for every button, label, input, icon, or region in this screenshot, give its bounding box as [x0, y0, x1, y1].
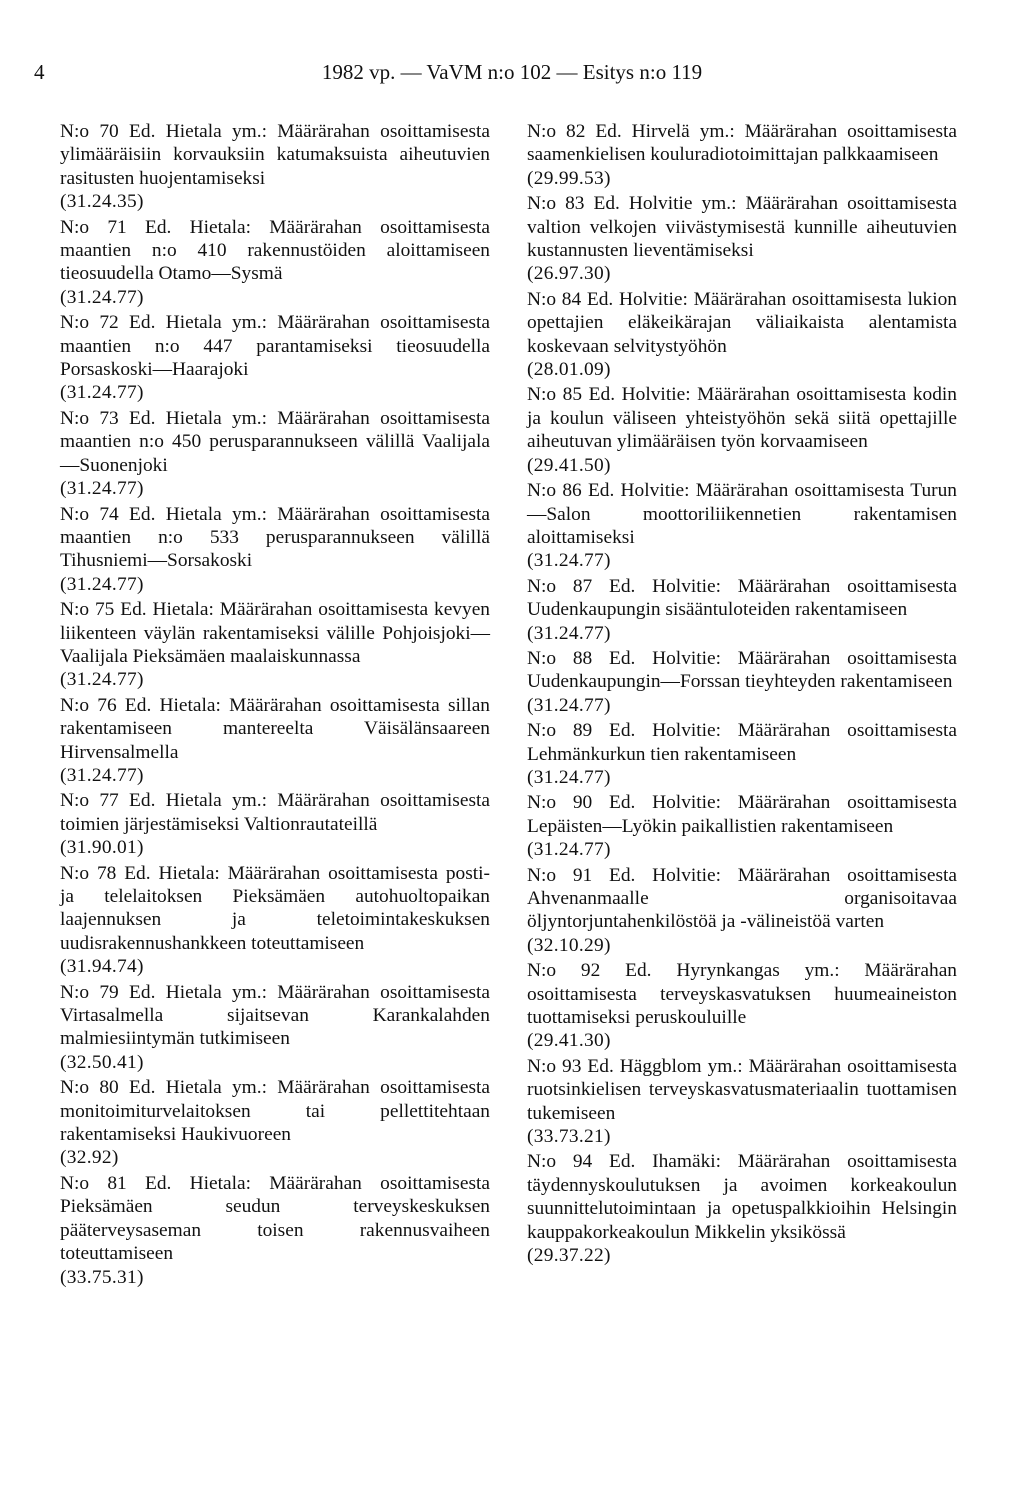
motion-text: N:o 76 Ed. Hietala: Määrärahan osoittamisesta sillan rakentamiseen mantereelta Väisälänsaareen Hirvensalmella — [60, 694, 490, 763]
motion-entry — [527, 959, 957, 1053]
budget-item-code: (31.24.77) — [60, 286, 144, 308]
motion-entry — [527, 719, 957, 789]
motion-text: N:o 86 Ed. Holvitie: Määrärahan osoittamisesta Turun—Salon moottoriliikennetien rakentamisen aloittamiseksi — [527, 480, 957, 548]
motion-entry — [60, 598, 490, 692]
motion-text: N:o 91 Ed. Holvitie: Määrärahan osoittamisesta Ahvenanmaalle organisoitavaa öljyntorjuntahenkilöstöä ja -välineistöä varten — [527, 864, 957, 933]
budget-item-code: (31.24.77) — [60, 573, 144, 595]
motion-text: N:o 94 Ed. Ihamäki: Määrärahan osoittamisesta täydennyskoulutuksen ja avoimen korkeakoulun suunnittelutoimintaan ja opetuspalkkioihin Helsingin kauppakorkeakoulun Mikkelin yksikössä — [527, 1151, 957, 1243]
budget-item-code: (31.24.77) — [60, 669, 144, 691]
motion-text: N:o 71 Ed. Hietala: Määrärahan osoittamisesta maantien n:o 410 rakennustöiden aloittamiseen tieosuudella Otamo—Sysmä — [60, 216, 490, 285]
motion-text: N:o 77 Ed. Hietala ym.: Määrärahan osoittamisesta toimien järjestämiseksi Valtionrautateillä — [60, 790, 490, 835]
budget-item-code: (31.24.77) — [527, 766, 611, 788]
motion-entry — [527, 288, 957, 382]
motion-entry — [60, 407, 490, 501]
budget-item-code: (29.99.53) — [527, 167, 611, 189]
budget-item-code: (31.24.35) — [60, 191, 144, 213]
motion-text: N:o 88 Ed. Holvitie: Määrärahan osoittamisesta Uudenkaupungin—Forssan tieyhteyden rakentamiseen — [527, 647, 957, 693]
left-column — [60, 120, 490, 1291]
motion-entry — [60, 1172, 490, 1289]
budget-item-code: (26.97.30) — [527, 263, 611, 285]
budget-item-code: (28.01.09) — [527, 359, 611, 381]
budget-item-code: (32.92) — [60, 1147, 119, 1169]
motion-entry — [527, 383, 957, 477]
budget-item-code: (33.75.31) — [60, 1266, 144, 1288]
budget-item-code: (32.10.29) — [527, 934, 611, 956]
budget-item-code: (31.24.77) — [527, 550, 611, 572]
budget-item-code: (31.24.77) — [527, 622, 611, 644]
budget-item-code: (29.41.30) — [527, 1030, 611, 1052]
budget-item-code: (29.41.50) — [527, 454, 611, 476]
right-column — [527, 120, 957, 1270]
motion-entry — [527, 575, 957, 645]
motion-entry — [527, 192, 957, 286]
budget-item-code: (31.94.74) — [60, 956, 144, 978]
motion-text: N:o 87 Ed. Holvitie: Määrärahan osoittamisesta Uudenkaupungin sisääntuloteiden rakentamiseen — [527, 575, 957, 621]
motion-entry — [60, 216, 490, 310]
motion-text: N:o 85 Ed. Holvitie: Määrärahan osoittamisesta kodin ja koulun väliseen yhteistyöhön sekä siitä opettajille aiheutuvan ylimääräisen työn korvaamiseen — [527, 384, 957, 453]
budget-item-code: (31.24.77) — [527, 839, 611, 861]
motion-entry — [60, 1076, 490, 1170]
motion-text: N:o 90 Ed. Holvitie: Määrärahan osoittamisesta Lepäisten—Lyökin paikallistien rakentamiseen — [527, 792, 957, 837]
motion-entry — [60, 862, 490, 979]
budget-item-code: (31.90.01) — [60, 837, 144, 859]
motion-text: N:o 82 Ed. Hirvelä ym.: Määrärahan osoittamisesta saamenkielisen kouluradiotoimittajan palkkaamiseen — [527, 121, 957, 166]
motion-text: N:o 81 Ed. Hietala: Määrärahan osoittamisesta Pieksämäen seudun terveyskeskuksen pääterveysaseman toisen rakennusvaiheen toteuttamiseen — [60, 1172, 490, 1265]
motion-text: N:o 83 Ed. Holvitie ym.: Määrärahan osoittamisesta valtion velkojen viivästymisestä kunnille aiheutuvien kustannusten lieventämiseksi — [527, 193, 957, 262]
motion-entry — [527, 1150, 957, 1267]
motion-text: N:o 74 Ed. Hietala ym.: Määrärahan osoittamisesta maantien n:o 533 perusparannukseen välillä Tihusniemi—Sorsakoski — [60, 503, 490, 572]
budget-item-code: (33.73.21) — [527, 1126, 611, 1148]
page-number: 4 — [34, 60, 45, 84]
motion-text: N:o 92 Ed. Hyrynkangas ym.: Määrärahan osoittamisesta terveyskasvatuksen huumeaineiston tuottamiseksi peruskouluille — [527, 960, 957, 1029]
motion-entry — [60, 311, 490, 405]
motion-entry — [60, 694, 490, 788]
running-header: 1982 vp. — VaVM n:o 102 — Esitys n:o 119 — [321, 60, 703, 84]
motion-entry — [527, 479, 957, 573]
motion-entry — [60, 503, 490, 597]
motion-text: N:o 73 Ed. Hietala ym.: Määrärahan osoittamisesta maantien n:o 450 perusparannukseen välillä Vaalijala—Suonenjoki — [60, 407, 490, 476]
budget-item-code: (31.24.77) — [527, 694, 611, 716]
budget-item-code: (31.24.77) — [60, 764, 144, 786]
motion-text: N:o 72 Ed. Hietala ym.: Määrärahan osoittamisesta maantien n:o 447 parantamiseksi tieosuudella Porsaskoski—Haarajoki — [60, 312, 490, 381]
motion-text: N:o 70 Ed. Hietala ym.: Määrärahan osoittamisesta ylimääräisiin korvauksiin katumaksuista aiheutuvien rasitusten huojentamiseksi — [60, 121, 490, 189]
motion-entry — [60, 789, 490, 859]
motion-text: N:o 89 Ed. Holvitie: Määrärahan osoittamisesta Lehmänkurkun tien rakentamiseen — [527, 720, 957, 765]
motion-entry — [527, 120, 957, 190]
motion-entry — [527, 647, 957, 717]
motion-entry — [527, 791, 957, 861]
budget-item-code: (29.37.22) — [527, 1245, 611, 1267]
motion-text: N:o 75 Ed. Hietala: Määrärahan osoittamisesta kevyen liikenteen väylän rakentamiseksi välille Pohjoisjoki—Vaalijala Pieksämäen maalaiskunnassa — [60, 599, 490, 667]
motion-text: N:o 93 Ed. Häggblom ym.: Määrärahan osoittamisesta ruotsinkielisen terveyskasvatusmateriaalin tuottamisen tukemiseen — [527, 1055, 957, 1124]
motion-text: N:o 79 Ed. Hietala ym.: Määrärahan osoittamisesta Virtasalmella sijaitsevan Karankalahden malmiesiintymän tutkimiseen — [60, 981, 490, 1050]
budget-item-code: (31.24.77) — [60, 478, 144, 500]
motion-text: N:o 78 Ed. Hietala: Määrärahan osoittamisesta posti- ja telelaitoksen Pieksämäen autohuoltopaikan laajennuksen ja teletoimintakeskuksen uudisrakennushankkeen toteuttamiseen — [60, 862, 490, 954]
budget-item-code: (31.24.77) — [60, 382, 144, 404]
motion-entry — [60, 981, 490, 1075]
motion-entry — [60, 120, 490, 214]
motion-entry — [527, 1055, 957, 1149]
budget-item-code: (32.50.41) — [60, 1051, 144, 1073]
motion-text: N:o 80 Ed. Hietala ym.: Määrärahan osoittamisesta monitoimiturvelaitoksen tai pellettitehtaan rakentamiseksi Haukivuoreen — [60, 1077, 490, 1146]
motion-entry — [527, 864, 957, 958]
motion-text: N:o 84 Ed. Holvitie: Määrärahan osoittamisesta lukion opettajien eläkeikärajan väliaikaista alentamista koskevaan selvitystyöhön — [527, 288, 957, 357]
